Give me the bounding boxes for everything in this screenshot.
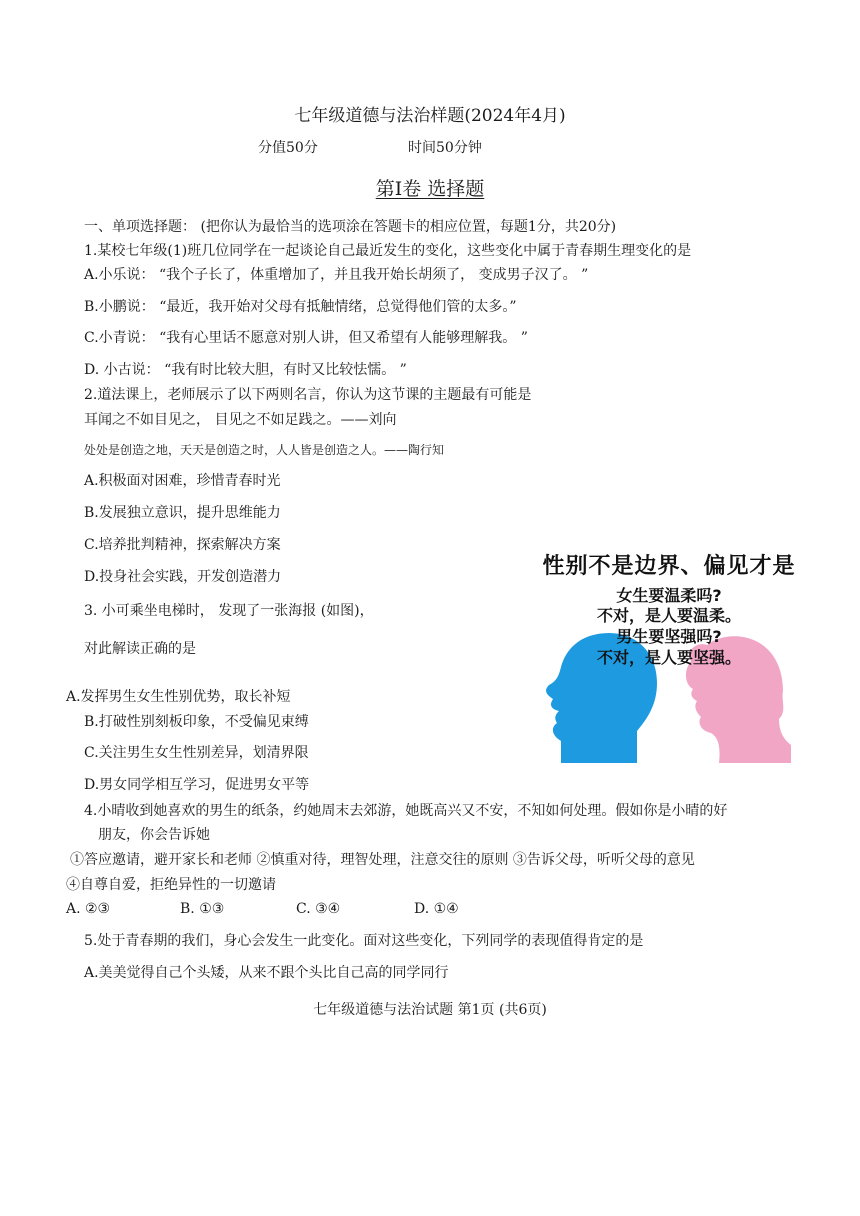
q3-option-a: A.发挥男生女生性别优势，取长补短 [66, 689, 291, 705]
score-info: 分值50分 [258, 140, 318, 156]
poster-line-3: 男生要坚强吗? [616, 627, 722, 646]
q1-option-c: C.小青说： “我有心里话不愿意对别人讲，但又希望有人能够理解我。 ” [84, 330, 528, 346]
poster-line-4: 不对，是人要坚强。 [596, 648, 741, 667]
q2-stem: 2.道法课上，老师展示了以下两则名言，你认为这节课的主题最有可能是 [84, 387, 532, 403]
q4-option-d: D. ①④ [414, 901, 459, 917]
poster-line-1: 女生要温柔吗? [616, 586, 722, 605]
q2-quote1: 耳闻之不如目见之， 目见之不如足践之。——刘向 [84, 412, 397, 428]
q2-quote2: 处处是创造之地，天天是创造之时，人人皆是创造之人。——陶行知 [84, 443, 445, 457]
q4-option-a: A. ②③ [66, 901, 111, 917]
q2-option-a: A.积极面对困难，珍惜青春时光 [84, 473, 281, 489]
q3-option-b: B.打破性别刻板印象，不受偏见束缚 [84, 714, 309, 730]
q4-option-b: B. ①③ [180, 901, 225, 917]
page-title: 七年级道德与法治样题(2024年4月) [294, 106, 566, 126]
q4-statements-line2: ④自尊自爱，拒绝异性的一切邀请 [66, 877, 276, 893]
q3-option-d: D.男女同学相互学习，促进男女平等 [84, 777, 310, 793]
q2-option-c: C.培养批判精神，探索解决方案 [84, 537, 281, 553]
q2-option-d: D.投身社会实践，开发创造潜力 [84, 569, 282, 585]
section-title [0, 174, 860, 201]
q3-stem-line2: 对此解读正确的是 [84, 641, 196, 657]
q4-statements-line1: ①答应邀请，避开家长和老师 ②慎重对待，理智处理，注意交往的原则 ③告诉父母，听听父母的意见 [70, 852, 695, 868]
gender-poster [521, 541, 817, 763]
poster-line-2: 不对，是人要温柔。 [596, 606, 741, 625]
q1-stem: 1.某校七年级(1)班几位同学在一起谈论自己最近发生的变化，这些变化中属于青春期生理变化的是 [84, 243, 692, 259]
q5-option-a: A.美美觉得自己个头矮，从来不跟个头比自己高的同学同行 [84, 965, 449, 981]
time-info: 时间50分钟 [408, 140, 482, 156]
q4-stem-line1: 4.小晴收到她喜欢的男生的纸条，约她周末去郊游，她既高兴又不安，不知如何处理。假如你是小晴的好 [84, 803, 728, 819]
q4-option-c: C. ③④ [296, 901, 341, 917]
page-footer: 七年级道德与法治试题 第1页 (共6页) [313, 1002, 547, 1018]
q5-stem: 5.处于青春期的我们，身心会发生一此变化。面对这些变化，下列同学的表现值得肯定的是 [84, 933, 644, 949]
section-title-text: 第Ⅰ卷 选择题 [375, 178, 485, 200]
part1-instruction: 一、单项选择题： (把你认为最恰当的选项涂在答题卡的相应位置，每题1分，共20分) [84, 219, 617, 235]
q3-option-c: C.关注男生女生性别差异，划清界限 [84, 745, 309, 761]
q2-option-b: B.发展独立意识，提升思维能力 [84, 505, 281, 521]
q1-option-a: A.小乐说： “我个子长了，体重增加了，并且我开始长胡须了， 变成男子汉了。 ” [84, 267, 589, 283]
q1-option-d: D. 小古说： “我有时比较大胆，有时又比较怯懦。 ” [84, 362, 407, 378]
poster-title: 性别不是边界、偏见才是 [542, 554, 796, 579]
q1-option-b: B.小鹏说： “最近，我开始对父母有抵触情绪，总觉得他们管的太多。” [84, 299, 517, 315]
q3-stem-line1: 3. 小可乘坐电梯时， 发现了一张海报 (如图)， [84, 603, 374, 619]
q4-stem-line2: 朋友，你会告诉她 [98, 827, 210, 843]
